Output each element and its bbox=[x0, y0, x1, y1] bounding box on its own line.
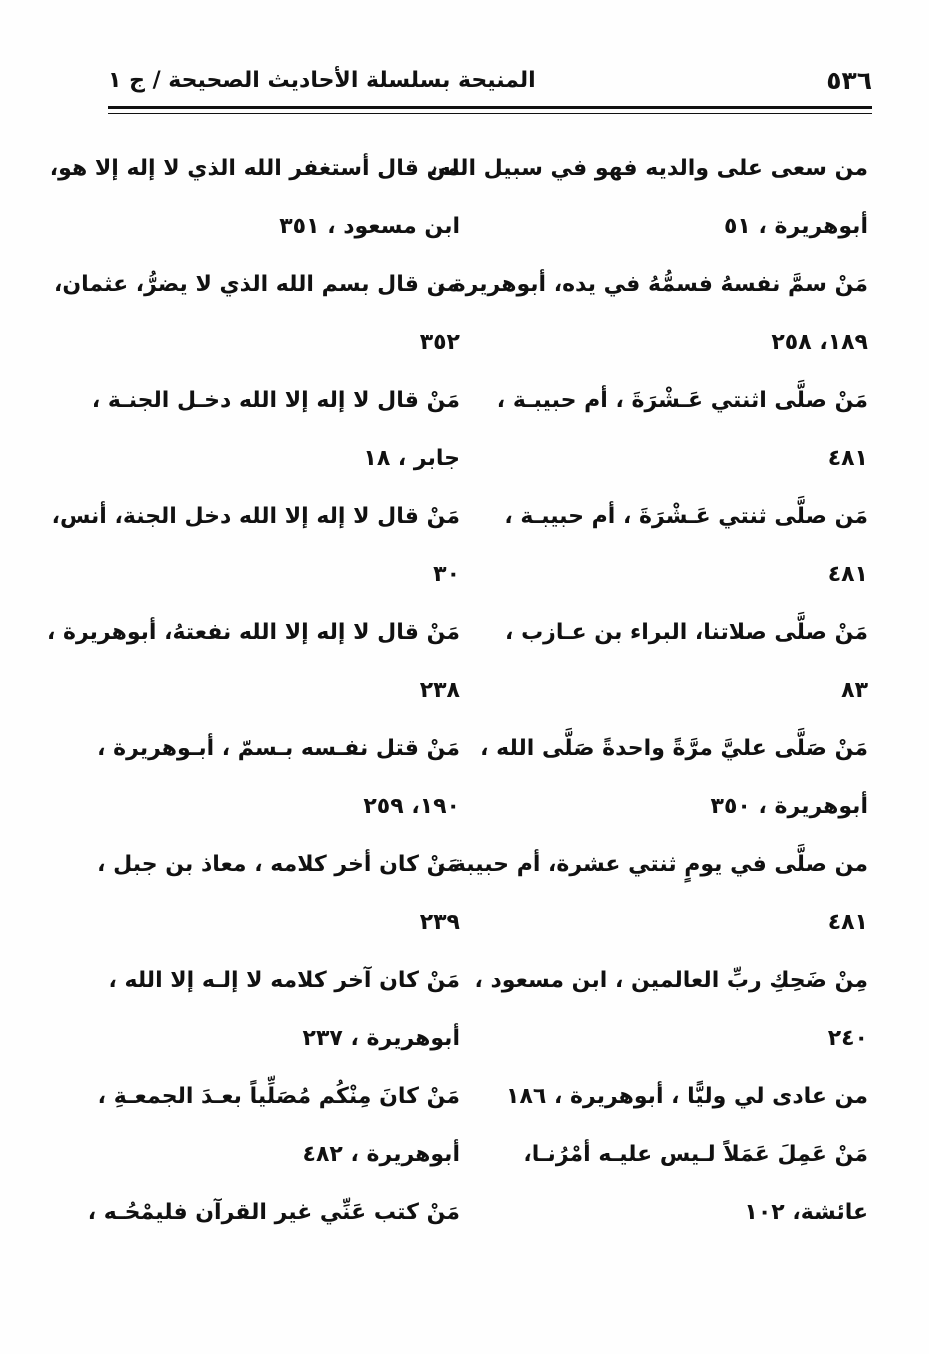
entry-text: مَنْ كانَ مِنْكُم مُصَلِّياً بعـدَ الجمعـةِ ، bbox=[97, 1084, 460, 1109]
entry-text: مَن صلَّى ثنتي عَـشْرَةَ ، أم حبيبـة ، bbox=[504, 504, 868, 529]
index-entry bbox=[53, 256, 460, 372]
entry-reference: ٣٠ bbox=[433, 562, 460, 587]
entry-text: مَنْ قال لا إله إلا الله دخل الجنة، أنس، bbox=[51, 504, 460, 529]
entry-reference: عائشة، ١٠٢ bbox=[744, 1200, 868, 1225]
entry-reference: ٣٥٢ bbox=[419, 330, 460, 355]
running-title: المنيحة بسلسلة الأحاديث الصحيحة / ج ١ bbox=[108, 67, 536, 93]
index-entry bbox=[100, 952, 460, 1068]
entry-text: مَنْ كتب عَنِّي غير القرآن فليمْحُـه ، bbox=[87, 1200, 460, 1225]
entry-text: مَنْ كان أخر كلامه ، معاذ بن جبل ، bbox=[97, 852, 460, 877]
entry-text: من سعى على والديه فهو في سبيل الله، bbox=[429, 156, 868, 181]
entry-reference: ٤٨١ bbox=[827, 446, 868, 471]
index-column-left bbox=[46, 140, 460, 1242]
page-number: ٥٣٦ bbox=[826, 65, 872, 95]
entry-text: مَنْ قال لا إله إلا الله دخـل الجنـة ، bbox=[91, 388, 460, 413]
entry-reference: ١٩٠، ٢٥٩ bbox=[363, 794, 460, 819]
entry-text: من قال أستغفر الله الذي لا إله إلا هو، bbox=[49, 156, 460, 181]
entry-text: مَنْ قتل نفـسه بـسمّ ، أبـوهريرة ، bbox=[97, 736, 460, 761]
entry-reference: ٤٨١ bbox=[827, 910, 868, 935]
entry-text: مَنْ صَلَّى عليَّ مرَّةً واحدةً صَلَّى الله ، bbox=[480, 736, 868, 761]
entry-reference: ٢٣٩ bbox=[419, 910, 460, 935]
entry-reference: ١٨٩، ٢٥٨ bbox=[771, 330, 868, 355]
index-entry bbox=[496, 372, 868, 488]
entry-reference: أبوهريرة ، ٢٣٧ bbox=[302, 1026, 460, 1051]
index-entry bbox=[505, 604, 868, 720]
index-entry bbox=[97, 1068, 460, 1184]
page-header bbox=[108, 58, 872, 102]
index-entry bbox=[51, 488, 460, 604]
index-entry bbox=[508, 1126, 868, 1242]
entry-text: من عادى لي وليًّا ، أبوهريرة ، ١٨٦ bbox=[506, 1084, 868, 1109]
header-rule-thin bbox=[108, 113, 872, 114]
index-entry bbox=[508, 1068, 868, 1126]
entry-reference: أبوهريرة ، ٤٨٢ bbox=[302, 1142, 460, 1167]
entry-reference: ابن مسعود ، ٣٥١ bbox=[279, 214, 460, 239]
entry-text: مَنْ صلَّى اثنتي عَـشْرَةَ ، أم حبيبـة ، bbox=[496, 388, 868, 413]
index-entry bbox=[504, 488, 868, 604]
entry-reference: أبوهريرة ، ٥١ bbox=[723, 214, 868, 239]
entry-reference: جابر ، ١٨ bbox=[363, 446, 460, 471]
entry-text: مِنْ ضَحِكِ ربِّ العالمين ، ابن مسعود ، bbox=[474, 968, 868, 993]
index-entry bbox=[97, 720, 460, 836]
index-entry bbox=[49, 140, 460, 256]
entry-reference: ٤٨١ bbox=[827, 562, 868, 587]
entry-text: من صلَّى في يومٍ ثنتي عشرة، أم حبيبة ، bbox=[436, 852, 868, 877]
index-entry bbox=[97, 836, 460, 952]
index-entry bbox=[429, 140, 868, 256]
entry-text: مَنْ عَمِلَ عَمَلاً لـيس عليـه أمْرُنـا، bbox=[523, 1142, 868, 1167]
entry-text: مَنْ كان آخر كلامه لا إلـه إلا الله ، bbox=[108, 968, 460, 993]
index-entry bbox=[87, 1184, 460, 1242]
index-entry bbox=[46, 604, 460, 720]
index-entry bbox=[474, 952, 868, 1068]
header-rule-thick bbox=[108, 106, 872, 109]
index-entry bbox=[91, 372, 460, 488]
index-entry bbox=[480, 720, 868, 836]
entry-text: مَنْ قال لا إله إلا الله نفعتهُ، أبوهريرة ، bbox=[46, 620, 460, 645]
entry-text: مَنْ سمَّ نفسهُ فسمُّهُ في يده، أبوهريرة ، bbox=[436, 272, 868, 297]
entry-reference: ٢٣٨ bbox=[419, 678, 460, 703]
entry-text: مَنْ صلَّى صلاتنا، البراء بن عـازب ، bbox=[505, 620, 868, 645]
entry-reference: أبوهريرة ، ٣٥٠ bbox=[710, 794, 868, 819]
entry-reference: ٨٣ bbox=[841, 678, 868, 703]
entry-text: من قال بسم الله الذي لا يضرُّ، عثمان، bbox=[53, 272, 460, 297]
entry-reference: ٢٤٠ bbox=[827, 1026, 868, 1051]
